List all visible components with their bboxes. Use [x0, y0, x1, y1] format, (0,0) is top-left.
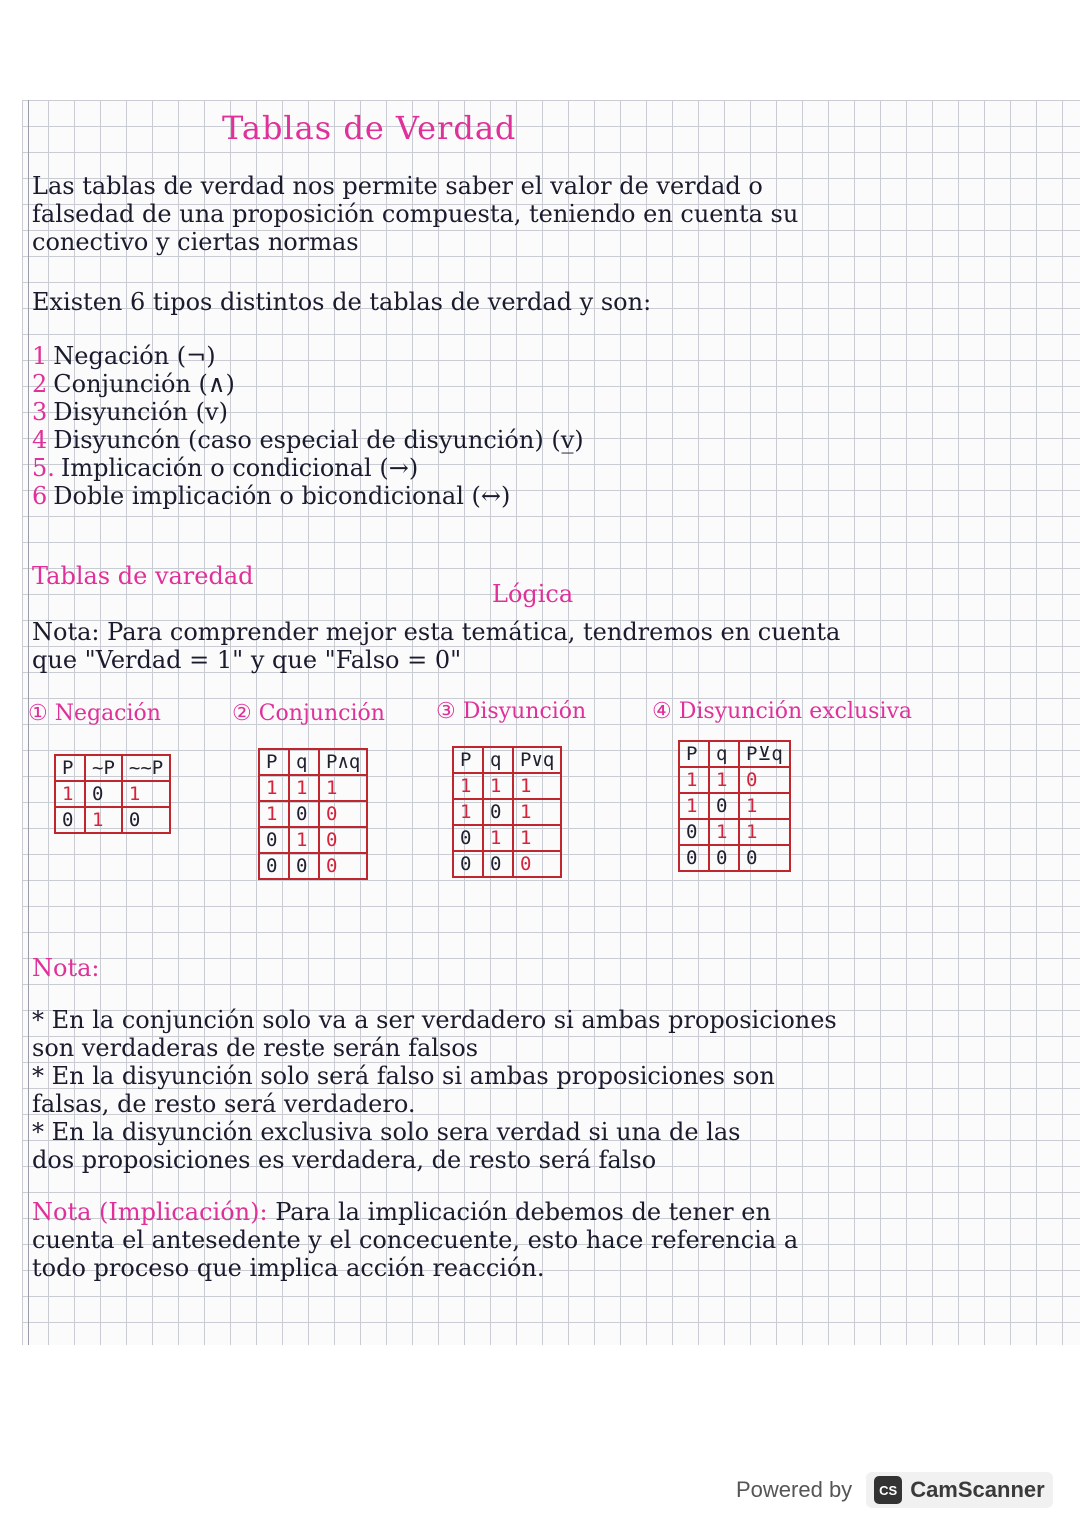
cell: 0 — [679, 845, 709, 871]
table-row — [453, 799, 561, 825]
section-heading: Tablas de varedad — [32, 562, 254, 590]
camscanner-logo-icon: CS — [874, 1476, 902, 1504]
cell: ~~P — [122, 755, 170, 781]
cell: 1 — [513, 773, 561, 799]
item-label: Negación (¬) — [53, 342, 216, 370]
truth-table-conjuncion — [258, 748, 368, 880]
nota-implicacion-label: Nota (Implicación): — [32, 1198, 268, 1226]
cell: 0 — [319, 801, 367, 827]
table-header-row — [453, 747, 561, 773]
nota-line: * En la disyunción solo será falso si ambas proposiciones son — [32, 1062, 775, 1090]
page-title: Tablas de Verdad — [222, 109, 517, 147]
cell: P — [259, 749, 289, 775]
cell: q — [709, 741, 739, 767]
nota-line: * En la conjunción solo va a ser verdadero si ambas proposiciones — [32, 1006, 837, 1034]
table-row — [453, 825, 561, 851]
cell: q — [289, 749, 319, 775]
notebook-page — [22, 100, 1080, 1345]
item-number: 6 — [32, 482, 48, 510]
nota-line: falsas, de resto será verdadero. — [32, 1090, 416, 1118]
cell: P⊻q — [739, 741, 790, 767]
table-row — [259, 853, 367, 879]
cell: 1 — [679, 767, 709, 793]
cell: 0 — [319, 827, 367, 853]
table-header-conjuncion: ② Conjunción — [232, 701, 385, 726]
intro-paragraph — [32, 172, 798, 256]
cell: 1 — [85, 807, 122, 833]
cell: 1 — [453, 773, 483, 799]
cell: 1 — [709, 767, 739, 793]
cell: 1 — [289, 827, 319, 853]
table-row — [679, 793, 790, 819]
list-item — [32, 342, 584, 370]
table-header-row — [55, 755, 170, 781]
cell: 0 — [513, 851, 561, 877]
cell: 0 — [259, 853, 289, 879]
nota-line: * En la disyunción exclusiva solo sera verdad si una de las — [32, 1118, 741, 1146]
camscanner-watermark — [736, 1470, 1053, 1510]
cell: 1 — [513, 825, 561, 851]
cell: 1 — [122, 781, 170, 807]
table-row — [259, 775, 367, 801]
truth-table-negacion — [54, 754, 171, 834]
cell: 1 — [483, 825, 513, 851]
nota-heading: Nota: — [32, 954, 100, 982]
cell: 1 — [319, 775, 367, 801]
cell: P∧q — [319, 749, 367, 775]
table-header-row — [259, 749, 367, 775]
item-number: 2 — [32, 370, 48, 398]
truth-table-disyuncion — [452, 746, 562, 878]
cell: P∨q — [513, 747, 561, 773]
side-word: Lógica — [492, 580, 574, 608]
table-row — [679, 819, 790, 845]
powered-by-label: Powered by — [736, 1477, 853, 1502]
list-item — [32, 426, 584, 454]
nota-line: son verdaderas de reste serán falsos — [32, 1034, 479, 1062]
table-header-exclusiva: ④ Disyunción exclusiva — [652, 699, 913, 724]
table-header-row — [679, 741, 790, 767]
cell: 1 — [453, 799, 483, 825]
cell: 0 — [259, 827, 289, 853]
cell: 0 — [739, 767, 790, 793]
nota-observations — [32, 1006, 837, 1174]
intro-line: Las tablas de verdad nos permite saber el valor de verdad o — [32, 172, 763, 200]
cell: 0 — [122, 807, 170, 833]
intro-line: conectivo y ciertas normas — [32, 228, 359, 256]
cell: 1 — [679, 793, 709, 819]
cell: 0 — [453, 851, 483, 877]
table-header-negacion: ① Negación — [28, 701, 161, 726]
item-number: 1 — [32, 342, 48, 370]
cell: 0 — [679, 819, 709, 845]
cell: 0 — [453, 825, 483, 851]
list-item — [32, 398, 584, 426]
camscanner-badge — [866, 1472, 1053, 1508]
item-label: Disyunción (v) — [53, 398, 228, 426]
item-label: Implicación o condicional (→) — [60, 454, 419, 482]
table-row — [259, 801, 367, 827]
nota-line: Nota: Para comprender mejor esta temática, tendremos en cuenta — [32, 618, 841, 646]
table-row — [679, 845, 790, 871]
cell: 1 — [709, 819, 739, 845]
item-number: 4 — [32, 426, 48, 454]
cell: ~P — [85, 755, 122, 781]
cell: 1 — [289, 775, 319, 801]
nota-line: todo proceso que implica acción reacción. — [32, 1254, 545, 1282]
cell: P — [55, 755, 85, 781]
item-label: Doble implicación o bicondicional (↔) — [53, 482, 511, 510]
cell: 1 — [259, 775, 289, 801]
cell: 0 — [483, 799, 513, 825]
cell: 0 — [709, 793, 739, 819]
cell: P — [453, 747, 483, 773]
nota-line: que "Verdad = 1" y que "Falso = 0" — [32, 646, 462, 674]
cell: 1 — [259, 801, 289, 827]
truth-table-exclusiva — [678, 740, 791, 872]
list-item — [32, 370, 584, 398]
cell: 0 — [739, 845, 790, 871]
item-label: Disyuncón (caso especial de disyunción) (v̲) — [53, 426, 584, 454]
intro-line: falsedad de una proposición compuesta, teniendo en cuenta su — [32, 200, 799, 228]
cell: 1 — [739, 819, 790, 845]
table-row — [679, 767, 790, 793]
table-row — [259, 827, 367, 853]
cell: 0 — [709, 845, 739, 871]
cell: 0 — [483, 851, 513, 877]
cell: 1 — [55, 781, 85, 807]
cell: 0 — [289, 801, 319, 827]
types-heading: Existen 6 tipos distintos de tablas de verdad y son: — [32, 288, 652, 316]
cell: 0 — [289, 853, 319, 879]
cell: 1 — [483, 773, 513, 799]
nota-text: Para la implicación debemos de tener en — [275, 1198, 771, 1226]
table-row — [55, 781, 170, 807]
nota-verdad — [32, 618, 840, 674]
table-row — [453, 773, 561, 799]
nota-implicacion — [32, 1198, 798, 1282]
table-header-disyuncion: ③ Disyunción — [436, 699, 587, 724]
table-row — [453, 851, 561, 877]
cell: q — [483, 747, 513, 773]
cell: 1 — [739, 793, 790, 819]
item-label: Conjunción (∧) — [53, 370, 235, 398]
cell: 0 — [85, 781, 122, 807]
nota-line: cuenta el antesedente y el concecuente, esto hace referencia a — [32, 1226, 799, 1254]
types-list — [32, 342, 584, 510]
cell: 1 — [513, 799, 561, 825]
item-number: 5. — [32, 454, 55, 482]
nota-line — [32, 1198, 798, 1226]
cell: 0 — [55, 807, 85, 833]
table-row — [55, 807, 170, 833]
item-number: 3 — [32, 398, 48, 426]
list-item — [32, 482, 584, 510]
cell: P — [679, 741, 709, 767]
nota-line: dos proposiciones es verdadera, de resto será falso — [32, 1146, 657, 1174]
list-item — [32, 454, 584, 482]
cell: 0 — [319, 853, 367, 879]
camscanner-brand: CamScanner — [910, 1477, 1045, 1502]
